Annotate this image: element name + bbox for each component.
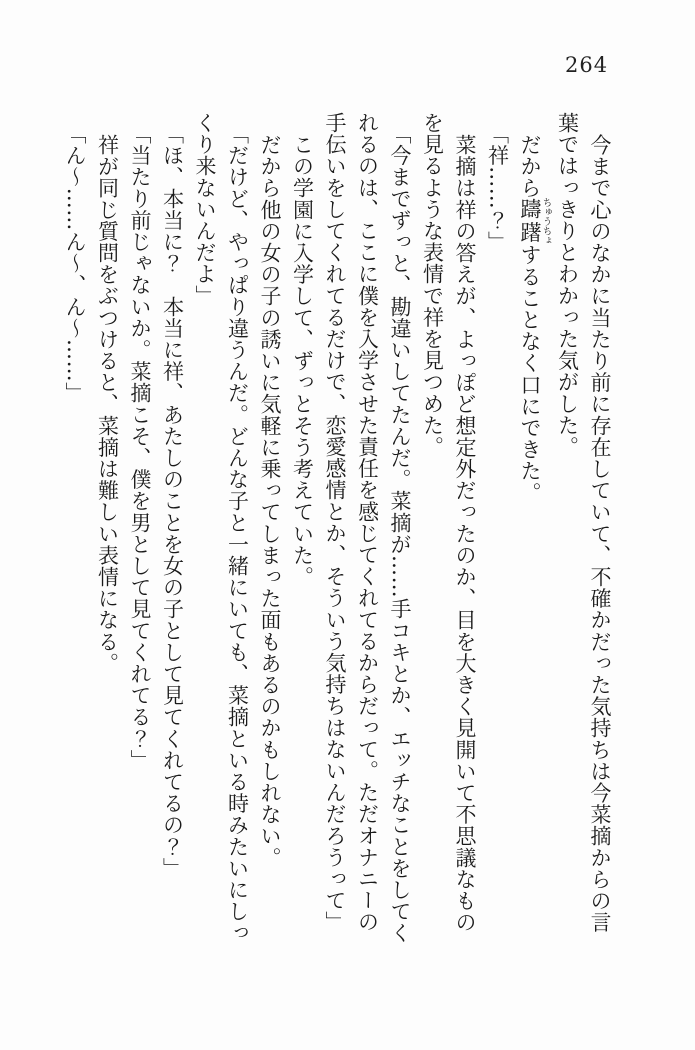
- text-line: だから他の女の子の誘いに気軽に乗ってしまった面もあるのかもしれない。: [258, 133, 282, 868]
- text-line: 菜摘は祥の答えが、よっぽど想定外だったのか、目を大きく見開いて不思議なもの: [453, 133, 477, 933]
- text-line: 「ん～……ん～、ん～……」: [63, 122, 87, 404]
- text-line: 「祥……？」: [485, 122, 510, 253]
- text-line: れるのは、ここに僕を入学させた責任を感じてくれてるからだって。ただオナニーの: [355, 112, 380, 933]
- text-line: だから躊躇ちゅうちょすることなく口にできた。: [518, 133, 552, 503]
- text-line: 「だけど、やっぱり違うんだ。どんな子と一緒にいても、菜摘といる時みたいにしっ: [225, 122, 250, 944]
- text-line: 手伝いをしてくれてるだけで、恋愛感情とか、そういう気持ちはないんだろうって」: [323, 112, 347, 933]
- text-line: 祥が同じ質問をぶつけると、菜摘は難しい表情になる。: [95, 133, 120, 674]
- text-line: 葉ではっきりとわかった気がした。: [555, 112, 580, 458]
- text-line: 「今までずっと、勘違いしてたんだ。菜摘が……手コキとか、エッチなことをしてく: [388, 122, 412, 944]
- text-line: を見るような表情で祥を見つめた。: [420, 112, 445, 458]
- text-line: 今まで心のなかに当たり前に存在していて、不確かだった気持ちは今菜摘からの言: [588, 133, 612, 933]
- page-number: 264: [565, 53, 609, 77]
- furigana-text: ちゅうちょ: [540, 197, 552, 245]
- text-line: くり来ないんだよ」: [193, 112, 217, 307]
- text-block: [60, 112, 616, 957]
- text-line: 「ほ、本当に？ 本当に祥、あたしのことを女の子として見てくれてるの？」: [160, 122, 185, 879]
- furigana-ruby: 躊躇ちゅうちょ: [518, 197, 552, 245]
- text-line: この学園に入学して、ずっとそう考えていた。: [290, 133, 315, 588]
- text-line: 「当たり前じゃないか。菜摘こそ、僕を男として見てくれてる？」: [128, 122, 152, 771]
